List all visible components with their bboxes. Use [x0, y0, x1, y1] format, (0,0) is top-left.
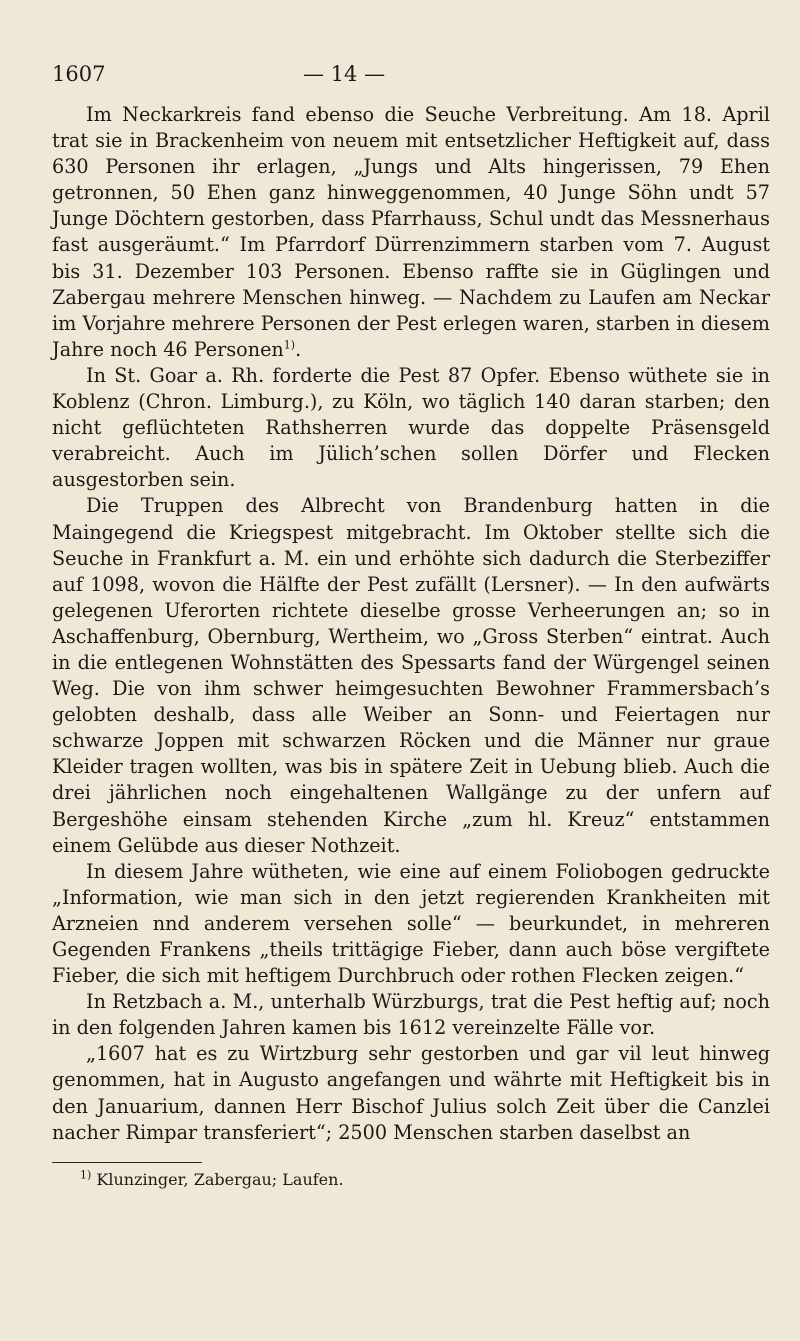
page-header: [52, 62, 770, 96]
footnote-reference: 1): [283, 338, 296, 352]
footnote: [52, 1169, 770, 1191]
page-number: — 14 —: [303, 62, 386, 86]
header-year: 1607: [52, 62, 106, 86]
paragraph-5: In Retzbach a. M., unterhalb Würzburgs, trat die Pest heftig auf; noch in den folgenden Jahren kamen bis 1612 vereinzelte Fälle vor.: [52, 990, 770, 1040]
paragraph-4: In diesem Jahre wütheten, wie eine auf einem Foliobogen gedruckte „Information, wie man sich in den jetzt regierenden Krankheiten mit Arzneien nnd anderem versehen solle“ — beurkundet, in mehreren Gegenden Frankens „theils trittägige Fieber, dann auch böse vergiftete Fieber, die sich mit heftigem Durchbruch oder rothen Flecken zeigen.“: [52, 859, 770, 988]
paragraph-1-tail: .: [295, 337, 302, 361]
paragraph-1-text: Im Neckarkreis fand ebenso die Seuche Verbreitung. Am 18. April trat sie in Brackenheim von neuem mit entsetzlicher Heftigkeit auf, dass 630 Personen ihr erlagen, „Jungs und Alts hingerissen, 79 Ehen getronnen, 50 Ehen ganz hinweggenommen, 40 Junge Söhn undt 57 Junge Döchtern gestorben, dass Pfarrhauss, Schul undt das Messnerhaus fast ausgeräumt.“ Im Pfarrdorf Dürrenzimmern starben vom 7. August bis 31. Dezember 103 Personen. Ebenso raffte sie in Güglingen und Zabergau mehrere Menschen hinweg. — Nachdem zu Laufen am Neckar im Vorjahre mehrere Personen der Pest erlegen waren, starben in diesem Jahre noch 46 Personen: [52, 103, 770, 361]
book-page: [52, 62, 770, 1191]
footnote-divider: [52, 1162, 202, 1163]
paragraph-2: In St. Goar a. Rh. forderte die Pest 87 Opfer. Ebenso wüthete sie in Koblenz (Chron. Limburg.), zu Köln, wo täglich 140 daran starben; den nicht geflüchteten Rathsherren wurde das doppelte Präsensgeld verabreicht. Auch im Jülich’schen sollen Dörfer und Flecken ausgestorben sein.: [52, 363, 770, 492]
footnote-text: Klunzinger, Zabergau; Laufen.: [96, 1169, 344, 1189]
paragraph-3: Die Truppen des Albrecht von Brandenburg hatten in die Maingegend die Kriegspest mitgebracht. Im Oktober stellte sich die Seuche in Frankfurt a. M. ein und erhöhte sich dadurch die Sterbeziffer auf 1098, wovon die Hälfte der Pest zufällt (Lersner). — In den aufwärts gelegenen Uferorten richtete dieselbe grosse Verheerungen an; so in Aschaffenburg, Obernburg, Wertheim, wo „Gross Sterben“ eintrat. Auch in die entlegenen Wohnstätten des Spessarts fand der Würgengel seinen Weg. Die von ihm schwer heimgesuchten Bewohner Frammersbach’s gelobten deshalb, dass alle Weiber an Sonn- und Feiertagen nur schwarze Joppen mit schwarzen Röcken und die Männer nur graue Kleider tragen wollten, was bis in spätere Zeit in Uebung blieb. Auch die drei jährlichen noch eingehaltenen Wallgänge zu der unfern auf Bergeshöhe einsam stehenden Kirche „zum hl. Kreuz“ entstammen einem Gelübde aus dieser Nothzeit.: [52, 494, 770, 857]
body-text: [52, 102, 770, 1146]
footnote-marker: 1): [80, 1168, 92, 1182]
paragraph-1: [52, 102, 770, 363]
paragraph-6: „1607 hat es zu Wirtzburg sehr gestorben und gar vil leut hinweg genommen, hat in Augusto angefangen und währte mit Heftigkeit bis in den Januarium, dannen Herr Bischof Julius solch Zeit über die Canzlei nacher Rimpar transferiert“; 2500 Menschen starben daselbst an: [52, 1042, 770, 1144]
